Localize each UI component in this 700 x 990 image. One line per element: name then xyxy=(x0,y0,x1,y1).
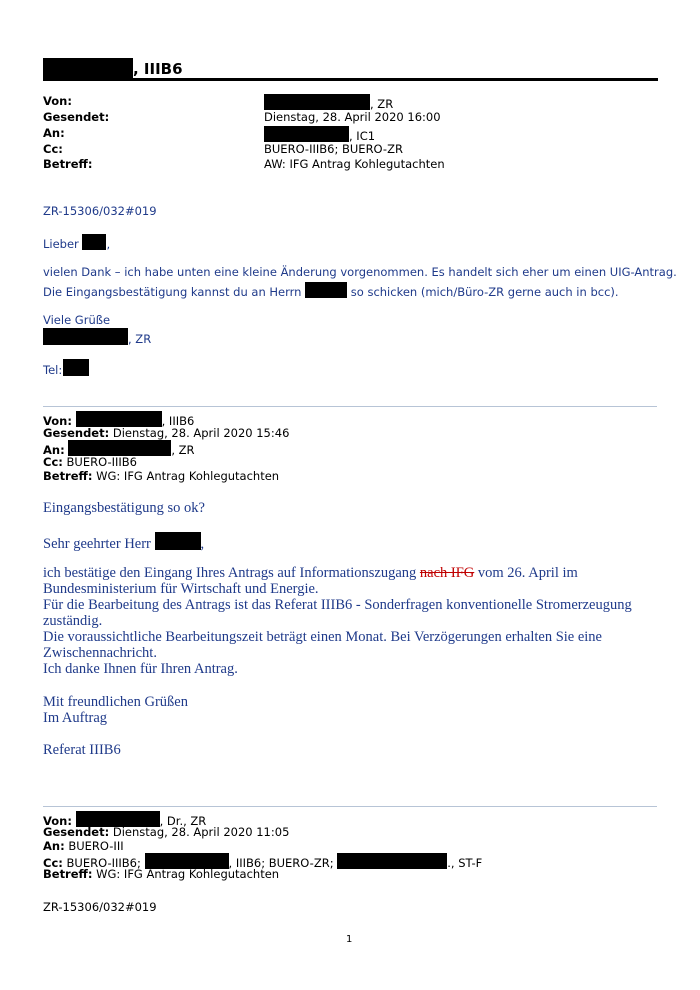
cc-value: BUERO-IIIB6; BUERO-ZR xyxy=(264,142,403,156)
paragraph-line: Für die Bearbeitung des Antrags ist das Referat IIIB6 - Sonderfragen konventionelle Stromerzeugung xyxy=(43,597,632,613)
header3-to: An: BUERO-III xyxy=(43,839,124,853)
header3-from: Von: , Dr., ZR xyxy=(43,811,206,828)
reference-number: ZR-15306/032#019 xyxy=(43,900,157,914)
header3-cc: Cc: BUERO-IIIB6; , IIIB6; BUERO-ZR; ., ST-F xyxy=(43,853,482,870)
label-subject: Betreff: xyxy=(43,157,93,171)
header2-cc: Cc: BUERO-IIIB6 xyxy=(43,455,137,469)
paragraph-line: zuständig. xyxy=(43,613,103,629)
header3-sent: Gesendet: Dienstag, 28. April 2020 11:05 xyxy=(43,825,290,839)
strikethrough-text: nach IFG xyxy=(419,565,475,581)
greeting: Lieber , xyxy=(43,234,110,251)
sent-value: Dienstag, 28. April 2020 16:00 xyxy=(264,110,441,124)
redaction xyxy=(43,328,128,345)
closing: Im Auftrag xyxy=(43,710,108,726)
header2-from: Von: , IIIB6 xyxy=(43,411,194,428)
paragraph-line: Die voraussichtliche Bearbeitungszeit beträgt einen Monat. Bei Verzögerungen erhalten Sie eine xyxy=(43,629,602,645)
question: Eingangsbestätigung so ok? xyxy=(43,500,205,516)
paragraph-line: ich bestätige den Eingang Ihres Antrags auf Informationszugang nach IFG vom 26. April im xyxy=(43,565,578,581)
label-from: Von: xyxy=(43,94,72,108)
body-line: Die Eingangsbestätigung kannst du an Herrn so schicken (mich/Büro-ZR gerne auch in bcc). xyxy=(43,282,619,299)
phone: Tel: xyxy=(43,359,89,377)
paragraph-line: Bundesministerium für Wirtschaft und Energie. xyxy=(43,581,319,597)
message-divider xyxy=(43,806,657,807)
closing: Mit freundlichen Grüßen xyxy=(43,694,188,710)
paragraph-line: Ich danke Ihnen für Ihren Antrag. xyxy=(43,661,238,677)
redaction xyxy=(68,440,171,456)
header2-sent: Gesendet: Dienstag, 28. April 2020 15:46 xyxy=(43,426,290,440)
page-number: 1 xyxy=(346,934,353,945)
redaction xyxy=(264,126,349,142)
header2-subject: Betreff: WG: IFG Antrag Kohlegutachten xyxy=(43,469,280,483)
label-to: An: xyxy=(43,126,65,140)
signature: , ZR xyxy=(43,328,151,346)
closing: Viele Grüße xyxy=(43,313,111,327)
message-divider xyxy=(43,406,657,407)
redaction xyxy=(63,359,89,376)
redaction xyxy=(337,853,447,869)
redaction xyxy=(155,532,201,550)
redaction xyxy=(305,282,347,298)
header2-to: An: , ZR xyxy=(43,440,195,457)
redaction xyxy=(264,94,370,110)
salutation: Sehr geehrter Herr , xyxy=(43,532,204,553)
label-cc: Cc: xyxy=(43,142,63,156)
sender-title: , IIIB6 xyxy=(43,58,183,78)
redaction xyxy=(43,58,133,78)
signature: Referat IIIB6 xyxy=(43,742,121,758)
header3-subject: Betreff: WG: IFG Antrag Kohlegutachten xyxy=(43,867,280,881)
label-sent: Gesendet: xyxy=(43,110,110,124)
from-value: , ZR xyxy=(264,94,393,111)
body-line: vielen Dank – ich habe unten eine kleine Änderung vorgenommen. Es handelt sich eher um einen UIG-Antrag. xyxy=(43,265,677,279)
title-rule xyxy=(43,78,658,81)
redaction xyxy=(76,411,162,427)
subject-value: AW: IFG Antrag Kohlegutachten xyxy=(264,157,445,171)
reference-number: ZR-15306/032#019 xyxy=(43,204,157,218)
redaction xyxy=(82,234,106,250)
to-value: , IC1 xyxy=(264,126,375,143)
paragraph-line: Zwischennachricht. xyxy=(43,645,157,661)
